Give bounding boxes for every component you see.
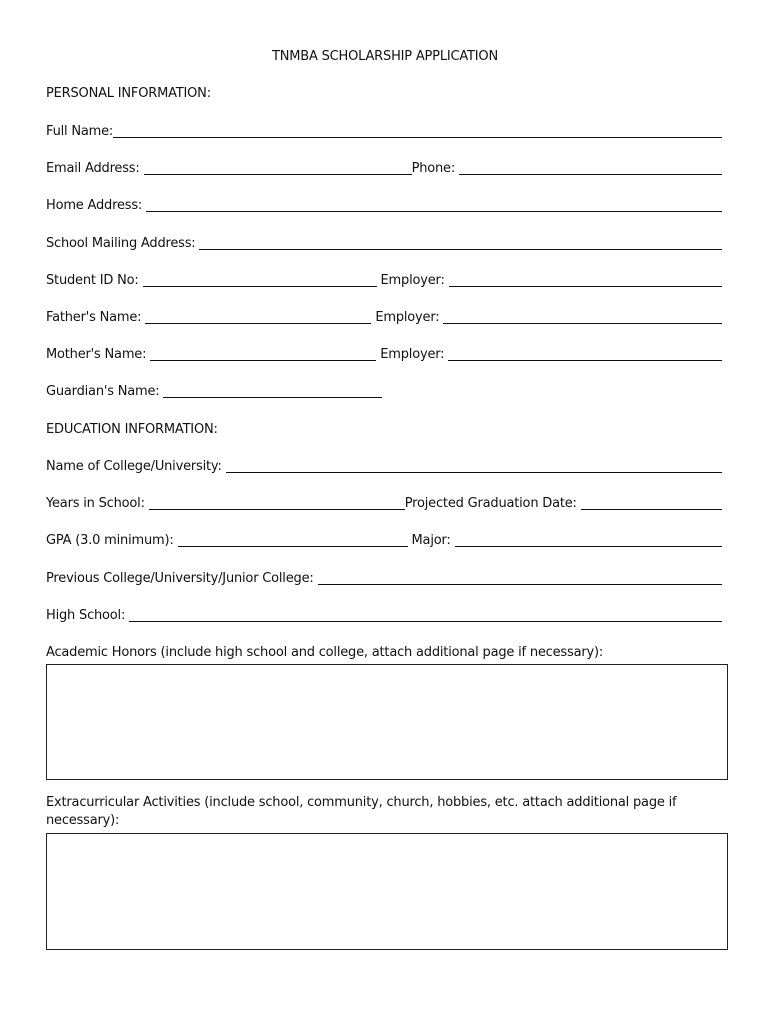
major-field[interactable] (455, 546, 722, 547)
college-row (46, 459, 722, 475)
previous-college-field[interactable] (318, 584, 722, 585)
education-heading: EDUCATION INFORMATION: (46, 422, 218, 437)
phone-label: Phone: (411, 161, 456, 176)
father-employer-field[interactable] (443, 323, 722, 324)
student-id-field[interactable] (143, 286, 377, 287)
college-label: Name of College/University: (46, 459, 222, 474)
high-school-row (46, 608, 722, 624)
email-phone-row (46, 161, 722, 177)
gpa-field[interactable] (178, 546, 408, 547)
student-id-row (46, 273, 722, 289)
student-employer-field[interactable] (449, 286, 722, 287)
honors-label: Academic Honors (include high school and college, attach additional page if necessary): (46, 645, 604, 660)
father-row (46, 310, 722, 326)
high-school-field[interactable] (129, 621, 722, 622)
school-mailing-label: School Mailing Address: (46, 236, 196, 251)
mother-row (46, 347, 722, 363)
home-address-label: Home Address: (46, 198, 143, 213)
full-name-row (46, 124, 722, 140)
projected-grad-label: Projected Graduation Date: (404, 496, 577, 511)
employer-label: Employer: (380, 347, 445, 362)
employer-label: Employer: (380, 273, 445, 288)
honors-textbox[interactable] (46, 664, 728, 780)
phone-field[interactable] (459, 174, 722, 175)
guardian-name-field[interactable] (163, 397, 382, 398)
projected-grad-field[interactable] (581, 509, 722, 510)
extracurricular-label-line1: Extracurricular Activities (include school, community, church, hobbies, etc. attach additional page if (46, 795, 677, 810)
previous-college-label: Previous College/University/Junior College: (46, 571, 314, 586)
previous-college-row (46, 571, 722, 587)
years-field[interactable] (149, 509, 405, 510)
father-name-field[interactable] (145, 323, 371, 324)
full-name-field[interactable] (113, 137, 722, 138)
gpa-label: GPA (3.0 minimum): (46, 533, 174, 548)
mother-name-field[interactable] (150, 360, 376, 361)
father-label: Father's Name: (46, 310, 142, 325)
high-school-label: High School: (46, 608, 126, 623)
form-title: TNMBA SCHOLARSHIP APPLICATION (271, 49, 498, 64)
home-address-field[interactable] (146, 211, 722, 212)
years-label: Years in School: (46, 496, 145, 511)
college-field[interactable] (226, 472, 722, 473)
employer-label: Employer: (375, 310, 440, 325)
years-row (46, 496, 722, 512)
student-id-label: Student ID No: (46, 273, 139, 288)
home-address-row (46, 198, 722, 214)
gpa-row (46, 533, 722, 549)
mother-employer-field[interactable] (448, 360, 722, 361)
email-field[interactable] (144, 174, 412, 175)
extracurricular-label-line2: necessary): (46, 813, 120, 828)
guardian-label: Guardian's Name: (46, 384, 160, 399)
personal-heading: PERSONAL INFORMATION: (46, 86, 211, 101)
school-mailing-row (46, 236, 722, 252)
extracurricular-textbox[interactable] (46, 833, 728, 950)
mother-label: Mother's Name: (46, 347, 147, 362)
email-label: Email Address: (46, 161, 140, 176)
major-label: Major: (411, 533, 451, 548)
guardian-row (46, 384, 382, 400)
full-name-label: Full Name: (46, 124, 114, 139)
school-mailing-field[interactable] (199, 249, 722, 250)
